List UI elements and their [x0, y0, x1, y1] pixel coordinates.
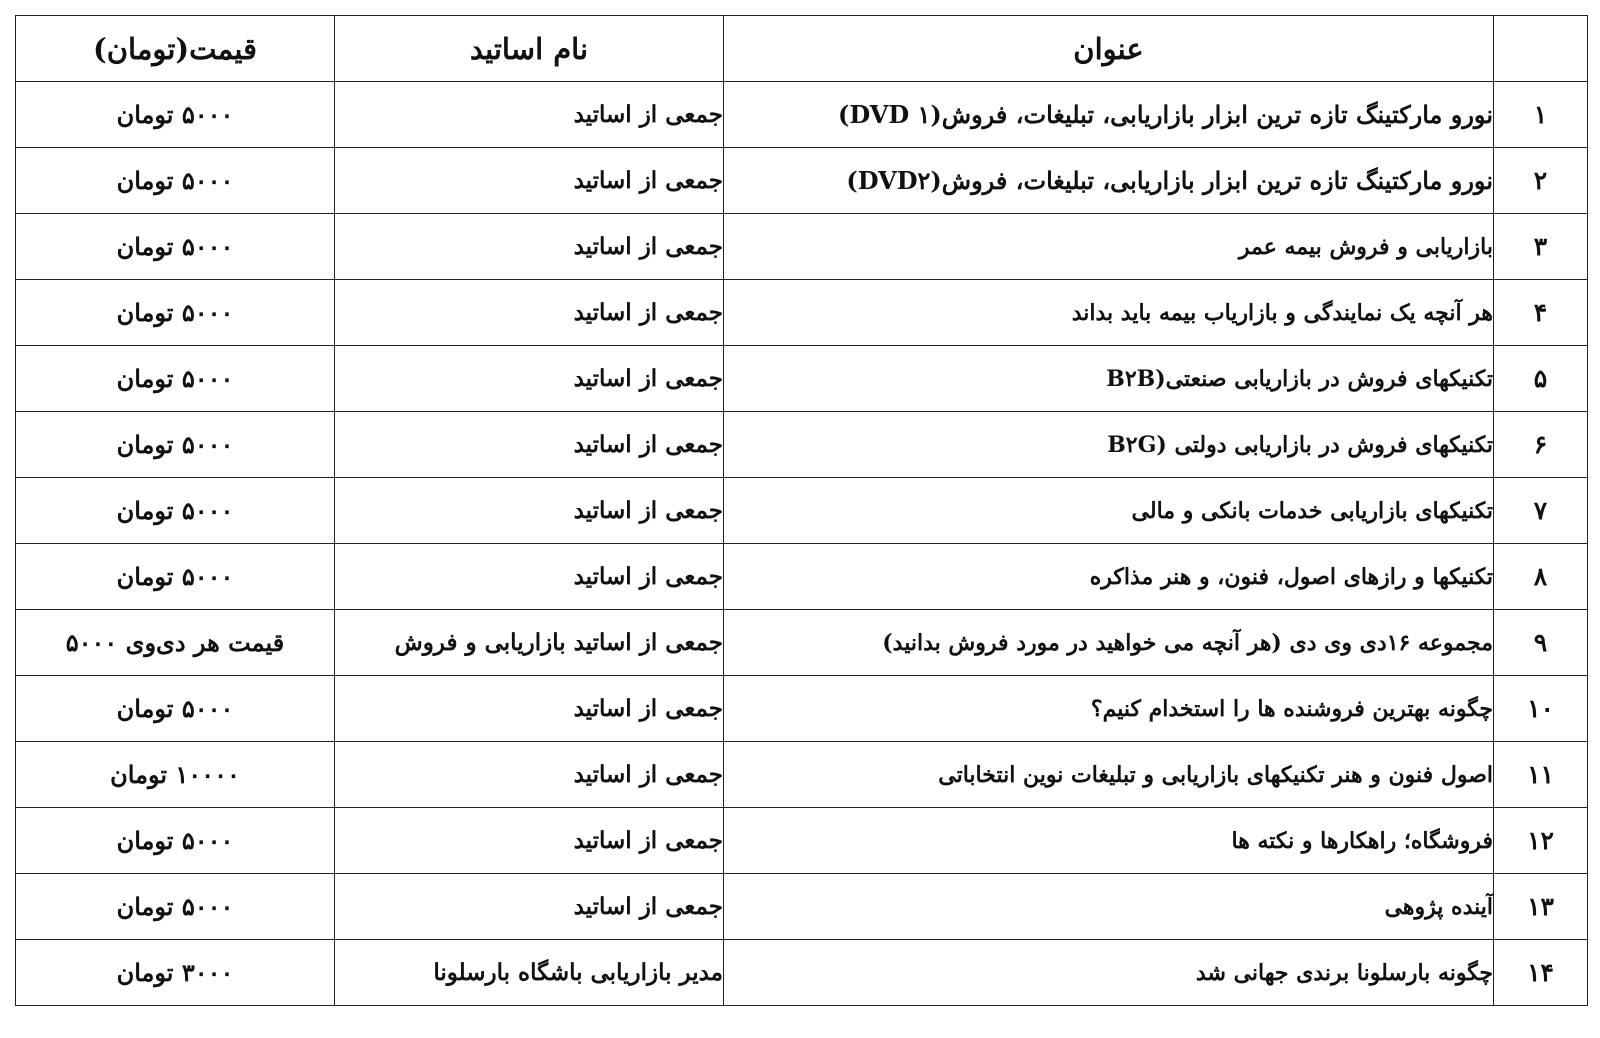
- row-professors: جمعی از اساتید: [335, 148, 724, 214]
- row-price: ۵۰۰۰ تومان: [16, 412, 335, 478]
- row-price: ۱۰۰۰۰ تومان: [16, 742, 335, 808]
- row-title: نورو مارکتینگ تازه ترین ابزار بازاریابی، تبلیغات، فروش(۱ DVD): [724, 82, 1494, 148]
- row-number: ۳: [1494, 214, 1588, 280]
- row-professors: جمعی از اساتید: [335, 874, 724, 940]
- row-title: تکنیکهای فروش در بازاریابی صنعتی(B۲B: [724, 346, 1494, 412]
- row-title: تکنیکهای بازاریابی خدمات بانکی و مالی: [724, 478, 1494, 544]
- row-title: هر آنچه یک نمایندگی و بازاریاب بیمه باید بداند: [724, 280, 1494, 346]
- row-price: ۵۰۰۰ تومان: [16, 874, 335, 940]
- row-number: ۶: [1494, 412, 1588, 478]
- row-professors: جمعی از اساتید: [335, 676, 724, 742]
- row-price: ۵۰۰۰ تومان: [16, 214, 335, 280]
- row-professors: جمعی از اساتید: [335, 82, 724, 148]
- row-title: اصول فنون و هنر تکنیکهای بازاریابی و تبلیغات نوین انتخاباتی: [724, 742, 1494, 808]
- table-row: [16, 214, 1588, 280]
- row-title: مجموعه ۱۶دی وی دی (هر آنچه می خواهید در مورد فروش بدانید): [724, 610, 1494, 676]
- row-title: آینده پژوهی: [724, 874, 1494, 940]
- row-price: ۳۰۰۰ تومان: [16, 940, 335, 1006]
- row-number: ۱۰: [1494, 676, 1588, 742]
- row-number: ۵: [1494, 346, 1588, 412]
- table-row: [16, 808, 1588, 874]
- row-title: بازاریابی و فروش بیمه عمر: [724, 214, 1494, 280]
- row-title: چگونه بارسلونا برندی جهانی شد: [724, 940, 1494, 1006]
- table-row: [16, 148, 1588, 214]
- row-title: نورو مارکتینگ تازه ترین ابزار بازاریابی، تبلیغات، فروش(DVD۲): [724, 148, 1494, 214]
- row-professors: جمعی از اساتید: [335, 214, 724, 280]
- row-number: ۲: [1494, 148, 1588, 214]
- header-price: قیمت(تومان): [16, 16, 335, 82]
- row-number: ۴: [1494, 280, 1588, 346]
- course-price-table: [15, 15, 1588, 1006]
- table-row: [16, 478, 1588, 544]
- row-professors: جمعی از اساتید: [335, 280, 724, 346]
- header-professors: نام اساتید: [335, 16, 724, 82]
- row-price: ۵۰۰۰ تومان: [16, 148, 335, 214]
- row-price: ۵۰۰۰ تومان: [16, 280, 335, 346]
- header-number-cell: [1494, 16, 1588, 82]
- row-price: ۵۰۰۰ تومان: [16, 544, 335, 610]
- table-row: [16, 610, 1588, 676]
- table-body: [16, 82, 1588, 1006]
- table-row: [16, 280, 1588, 346]
- table-row: [16, 346, 1588, 412]
- row-number: ۱۲: [1494, 808, 1588, 874]
- table-row: [16, 82, 1588, 148]
- row-price: ۵۰۰۰ تومان: [16, 346, 335, 412]
- row-professors: جمعی از اساتید: [335, 808, 724, 874]
- row-price: ۵۰۰۰ تومان: [16, 82, 335, 148]
- row-professors: جمعی از اساتید: [335, 742, 724, 808]
- row-title: تکنیکها و رازهای اصول، فنون، و هنر مذاکره: [724, 544, 1494, 610]
- row-number: ۱۱: [1494, 742, 1588, 808]
- row-professors: جمعی از اساتید: [335, 478, 724, 544]
- row-price: ۵۰۰۰ تومان: [16, 676, 335, 742]
- row-professors: جمعی از اساتید: [335, 412, 724, 478]
- table-row: [16, 676, 1588, 742]
- table-header-row: [16, 16, 1588, 82]
- row-number: ۱: [1494, 82, 1588, 148]
- row-number: ۹: [1494, 610, 1588, 676]
- table-row: [16, 874, 1588, 940]
- table-row: [16, 412, 1588, 478]
- row-number: ۱۴: [1494, 940, 1588, 1006]
- row-number: ۱۳: [1494, 874, 1588, 940]
- header-title: عنوان: [724, 16, 1494, 82]
- row-number: ۸: [1494, 544, 1588, 610]
- row-professors: مدیر بازاریابی باشگاه بارسلونا: [335, 940, 724, 1006]
- row-price: ۵۰۰۰ تومان: [16, 478, 335, 544]
- row-title: چگونه بهترین فروشنده ها را استخدام کنیم؟: [724, 676, 1494, 742]
- document-page: [15, 15, 1587, 1023]
- row-professors: جمعی از اساتید: [335, 346, 724, 412]
- row-number: ۷: [1494, 478, 1588, 544]
- table-row: [16, 742, 1588, 808]
- table-row: [16, 940, 1588, 1006]
- row-price: قیمت هر دی‌وی ۵۰۰۰: [16, 610, 335, 676]
- row-title: فروشگاه؛ راهکارها و نکته ها: [724, 808, 1494, 874]
- row-professors: جمعی از اساتید بازاریابی و فروش: [335, 610, 724, 676]
- row-title: تکنیکهای فروش در بازاریابی دولتی (B۲G: [724, 412, 1494, 478]
- table-row: [16, 544, 1588, 610]
- row-price: ۵۰۰۰ تومان: [16, 808, 335, 874]
- row-professors: جمعی از اساتید: [335, 544, 724, 610]
